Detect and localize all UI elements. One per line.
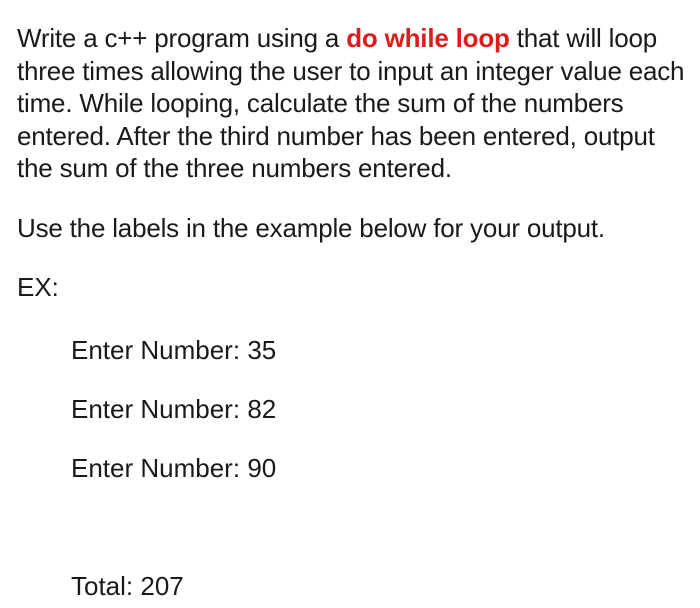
entry-label: Enter Number: bbox=[71, 335, 241, 365]
total-value: 207 bbox=[140, 571, 184, 601]
entry-value: 82 bbox=[247, 394, 277, 424]
example-entry-2 bbox=[71, 393, 276, 425]
labels-note: Use the labels in the example below for your output. bbox=[17, 213, 605, 243]
intro-text-before: Write a c++ program using a bbox=[17, 23, 347, 53]
do-while-highlight: do while loop bbox=[346, 23, 510, 53]
entry-label: Enter Number: bbox=[71, 394, 241, 424]
entry-value: 90 bbox=[247, 453, 277, 483]
example-entry-1 bbox=[71, 334, 276, 366]
intro-text-after: that will loop three times allowing the user to input an integer value each time. While looping, calculate the sum of the numbers entered. After the third number has been entered, output the sum of the three numbers entered. bbox=[17, 23, 685, 183]
example-total bbox=[71, 570, 184, 602]
intro-paragraph bbox=[17, 22, 687, 185]
entry-value: 35 bbox=[247, 335, 277, 365]
entry-label: Enter Number: bbox=[71, 453, 241, 483]
total-label: Total: bbox=[71, 571, 134, 601]
example-heading: EX: bbox=[17, 272, 59, 302]
example-entry-3 bbox=[71, 452, 276, 484]
